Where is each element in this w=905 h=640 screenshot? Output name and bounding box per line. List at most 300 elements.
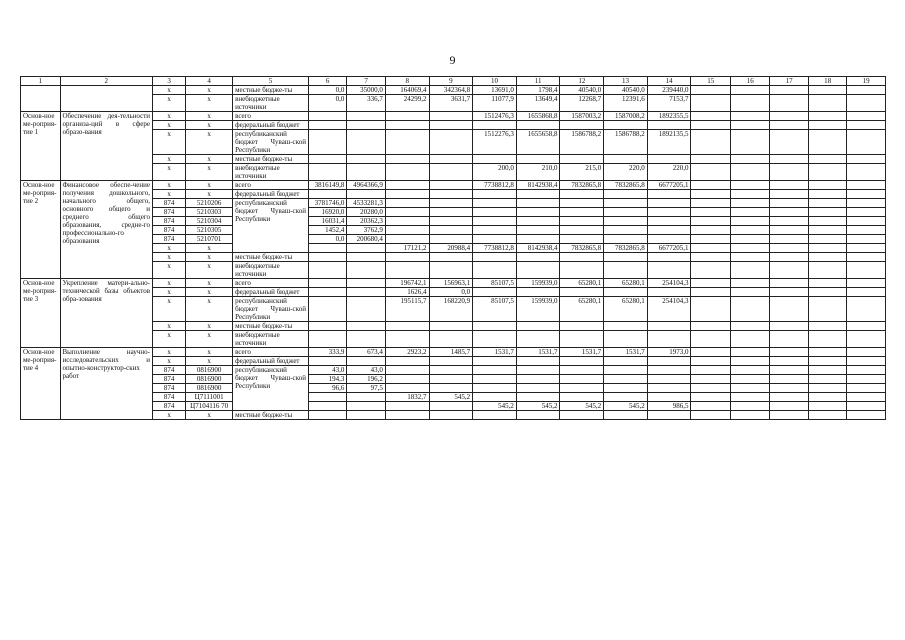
amount-cell: 1586788,2 bbox=[560, 130, 604, 155]
funding-source: внебюджетные источники bbox=[233, 164, 309, 181]
amount-cell bbox=[347, 155, 385, 164]
amount-cell: 1531,7 bbox=[560, 348, 604, 357]
empty-cell bbox=[730, 253, 770, 262]
amount-cell bbox=[604, 208, 648, 217]
amount-cell: 1626,4 bbox=[385, 288, 429, 297]
amount-cell bbox=[516, 155, 560, 164]
budget-code: Ц7111001 bbox=[186, 393, 233, 402]
amount-cell bbox=[347, 190, 385, 199]
amount-cell bbox=[647, 199, 691, 208]
amount-cell: 210,0 bbox=[516, 164, 560, 181]
empty-cell bbox=[770, 288, 808, 297]
amount-cell: 1587008,2 bbox=[604, 112, 648, 121]
amount-cell bbox=[308, 130, 346, 155]
empty-cell bbox=[808, 357, 846, 366]
empty-cell bbox=[770, 130, 808, 155]
amount-cell: 1531,7 bbox=[604, 348, 648, 357]
table-row bbox=[21, 112, 886, 121]
amount-cell bbox=[647, 208, 691, 217]
empty-cell bbox=[808, 402, 846, 411]
amount-cell: 17121,2 bbox=[385, 244, 429, 253]
amount-cell: 159939,0 bbox=[516, 297, 560, 322]
empty-cell bbox=[730, 181, 770, 190]
amount-cell: 7738812,8 bbox=[473, 181, 517, 190]
empty-cell bbox=[691, 95, 731, 112]
amount-cell: 4964366,9 bbox=[347, 181, 385, 190]
measure-description: Обеспечение дея-тельности организа-ций в сфере образо-вания bbox=[60, 112, 153, 181]
amount-cell bbox=[604, 331, 648, 348]
empty-cell bbox=[847, 86, 886, 95]
empty-cell bbox=[847, 155, 886, 164]
empty-cell bbox=[847, 253, 886, 262]
amount-cell bbox=[473, 208, 517, 217]
amount-cell bbox=[347, 121, 385, 130]
empty-cell bbox=[691, 288, 731, 297]
amount-cell: 11077,9 bbox=[473, 95, 517, 112]
column-number: 1 bbox=[21, 77, 61, 86]
budget-code: x bbox=[186, 411, 233, 420]
ministry-code: x bbox=[153, 181, 186, 190]
ministry-code: x bbox=[153, 348, 186, 357]
amount-cell: 3781746,0 bbox=[308, 199, 346, 208]
amount-cell bbox=[347, 262, 385, 279]
ministry-code: x bbox=[153, 357, 186, 366]
budget-code: x bbox=[186, 164, 233, 181]
amount-cell bbox=[560, 217, 604, 226]
amount-cell bbox=[308, 121, 346, 130]
amount-cell bbox=[429, 375, 473, 384]
amount-cell bbox=[560, 393, 604, 402]
empty-cell bbox=[808, 393, 846, 402]
empty-cell bbox=[730, 402, 770, 411]
budget-code: x bbox=[186, 357, 233, 366]
funding-source: местные бюдже-ты bbox=[233, 322, 309, 331]
empty-cell bbox=[691, 366, 731, 375]
amount-cell: 164069,4 bbox=[385, 86, 429, 95]
ministry-code: 874 bbox=[153, 366, 186, 375]
budget-code: x bbox=[186, 181, 233, 190]
amount-cell bbox=[473, 199, 517, 208]
budget-code: x bbox=[186, 112, 233, 121]
empty-cell bbox=[691, 411, 731, 420]
amount-cell bbox=[516, 375, 560, 384]
amount-cell bbox=[385, 155, 429, 164]
amount-cell bbox=[516, 190, 560, 199]
empty-cell bbox=[808, 130, 846, 155]
empty-cell bbox=[730, 208, 770, 217]
empty-cell bbox=[691, 217, 731, 226]
amount-cell: 1512276,3 bbox=[473, 130, 517, 155]
empty-cell bbox=[847, 112, 886, 121]
amount-cell bbox=[560, 226, 604, 235]
empty-cell bbox=[770, 375, 808, 384]
amount-cell bbox=[347, 322, 385, 331]
amount-cell bbox=[560, 411, 604, 420]
empty-cell bbox=[730, 411, 770, 420]
empty-cell bbox=[770, 181, 808, 190]
header-row bbox=[21, 77, 886, 86]
amount-cell: 7738812,8 bbox=[473, 244, 517, 253]
amount-cell bbox=[473, 375, 517, 384]
empty-cell bbox=[770, 411, 808, 420]
ministry-code: x bbox=[153, 244, 186, 253]
amount-cell: 545,2 bbox=[429, 393, 473, 402]
amount-cell: 342364,8 bbox=[429, 86, 473, 95]
column-number: 12 bbox=[560, 77, 604, 86]
amount-cell bbox=[516, 199, 560, 208]
empty-cell bbox=[770, 217, 808, 226]
empty-cell bbox=[847, 375, 886, 384]
empty-cell bbox=[691, 279, 731, 288]
amount-cell bbox=[385, 164, 429, 181]
funding-source: республиканский бюджет Чуваш-ской Республики bbox=[233, 199, 309, 253]
budget-code: x bbox=[186, 253, 233, 262]
empty-cell bbox=[847, 199, 886, 208]
empty-cell bbox=[808, 226, 846, 235]
budget-table bbox=[20, 76, 886, 420]
funding-source: всего bbox=[233, 279, 309, 288]
amount-cell bbox=[516, 208, 560, 217]
amount-cell bbox=[429, 208, 473, 217]
amount-cell bbox=[560, 199, 604, 208]
amount-cell: 200,0 bbox=[473, 164, 517, 181]
empty-cell bbox=[691, 130, 731, 155]
amount-cell bbox=[647, 235, 691, 244]
table-row bbox=[21, 181, 886, 190]
empty-cell bbox=[730, 164, 770, 181]
amount-cell: 0,0 bbox=[308, 235, 346, 244]
amount-cell: 0,0 bbox=[308, 86, 346, 95]
empty-cell bbox=[847, 288, 886, 297]
empty-cell bbox=[847, 331, 886, 348]
amount-cell bbox=[385, 384, 429, 393]
amount-cell: 215,0 bbox=[560, 164, 604, 181]
amount-cell bbox=[473, 155, 517, 164]
amount-cell bbox=[473, 226, 517, 235]
column-number: 7 bbox=[347, 77, 385, 86]
empty-cell bbox=[847, 393, 886, 402]
funding-source: местные бюдже-ты bbox=[233, 411, 309, 420]
amount-cell: 545,2 bbox=[560, 402, 604, 411]
empty-cell bbox=[770, 112, 808, 121]
empty-cell bbox=[770, 164, 808, 181]
empty-cell bbox=[808, 155, 846, 164]
empty-cell bbox=[691, 348, 731, 357]
amount-cell bbox=[473, 121, 517, 130]
amount-cell bbox=[560, 288, 604, 297]
empty-cell bbox=[808, 244, 846, 253]
empty-cell bbox=[730, 226, 770, 235]
amount-cell bbox=[604, 366, 648, 375]
amount-cell bbox=[308, 155, 346, 164]
empty-cell bbox=[691, 164, 731, 181]
amount-cell bbox=[429, 164, 473, 181]
amount-cell: 1452,4 bbox=[308, 226, 346, 235]
table-row bbox=[21, 86, 886, 95]
amount-cell bbox=[560, 190, 604, 199]
budget-code: x bbox=[186, 155, 233, 164]
empty-cell bbox=[730, 366, 770, 375]
funding-source: всего bbox=[233, 348, 309, 357]
amount-cell bbox=[604, 262, 648, 279]
empty-cell bbox=[730, 384, 770, 393]
amount-cell bbox=[385, 208, 429, 217]
amount-cell bbox=[385, 262, 429, 279]
budget-code: x bbox=[186, 288, 233, 297]
empty-cell bbox=[808, 375, 846, 384]
amount-cell bbox=[308, 393, 346, 402]
amount-cell: 254104,3 bbox=[647, 279, 691, 288]
amount-cell: 8142938,4 bbox=[516, 181, 560, 190]
amount-cell bbox=[429, 366, 473, 375]
funding-source: внебюджетные источники bbox=[233, 331, 309, 348]
ministry-code: x bbox=[153, 164, 186, 181]
amount-cell: 65280,1 bbox=[604, 279, 648, 288]
amount-cell: 1586788,2 bbox=[604, 130, 648, 155]
amount-cell: 20280,0 bbox=[347, 208, 385, 217]
amount-cell bbox=[516, 217, 560, 226]
amount-cell bbox=[473, 411, 517, 420]
amount-cell bbox=[647, 384, 691, 393]
amount-cell bbox=[560, 366, 604, 375]
amount-cell: 194,3 bbox=[308, 375, 346, 384]
empty-cell bbox=[808, 112, 846, 121]
empty-cell bbox=[770, 199, 808, 208]
empty-cell bbox=[770, 208, 808, 217]
empty-cell bbox=[730, 112, 770, 121]
amount-cell bbox=[516, 357, 560, 366]
amount-cell: 1485,7 bbox=[429, 348, 473, 357]
empty-cell bbox=[691, 322, 731, 331]
amount-cell: 6677205,1 bbox=[647, 181, 691, 190]
empty-cell bbox=[691, 181, 731, 190]
empty-cell bbox=[808, 297, 846, 322]
amount-cell: 24299,2 bbox=[385, 95, 429, 112]
empty-cell bbox=[691, 244, 731, 253]
budget-code: 5210304 bbox=[186, 217, 233, 226]
empty-cell bbox=[808, 348, 846, 357]
amount-cell bbox=[347, 411, 385, 420]
ministry-code: x bbox=[153, 288, 186, 297]
amount-cell bbox=[429, 384, 473, 393]
amount-cell bbox=[473, 384, 517, 393]
amount-cell bbox=[347, 297, 385, 322]
measure-name: Основ-ное ме-роприя-тие 4 bbox=[21, 348, 61, 420]
amount-cell bbox=[473, 235, 517, 244]
column-number: 18 bbox=[808, 77, 846, 86]
amount-cell bbox=[385, 322, 429, 331]
amount-cell bbox=[560, 208, 604, 217]
amount-cell bbox=[385, 375, 429, 384]
funding-source: внебюджетные источники bbox=[233, 262, 309, 279]
column-number: 4 bbox=[186, 77, 233, 86]
empty-cell bbox=[691, 297, 731, 322]
amount-cell bbox=[347, 402, 385, 411]
ministry-code: 874 bbox=[153, 217, 186, 226]
amount-cell: 16031,4 bbox=[308, 217, 346, 226]
amount-cell bbox=[429, 181, 473, 190]
amount-cell bbox=[604, 235, 648, 244]
budget-code: Ц7104116 70 bbox=[186, 402, 233, 411]
amount-cell bbox=[560, 121, 604, 130]
amount-cell bbox=[385, 226, 429, 235]
amount-cell bbox=[560, 262, 604, 279]
amount-cell bbox=[560, 235, 604, 244]
amount-cell: 159939,0 bbox=[516, 279, 560, 288]
ministry-code: x bbox=[153, 331, 186, 348]
amount-cell: 65280,1 bbox=[560, 279, 604, 288]
budget-code: x bbox=[186, 297, 233, 322]
amount-cell bbox=[385, 357, 429, 366]
amount-cell bbox=[429, 112, 473, 121]
empty-cell bbox=[847, 348, 886, 357]
column-number: 9 bbox=[429, 77, 473, 86]
amount-cell bbox=[347, 253, 385, 262]
amount-cell bbox=[604, 253, 648, 262]
amount-cell bbox=[385, 112, 429, 121]
amount-cell bbox=[516, 235, 560, 244]
funding-source: республиканский бюджет Чуваш-ской Республики bbox=[233, 366, 309, 411]
amount-cell bbox=[308, 253, 346, 262]
amount-cell bbox=[308, 322, 346, 331]
empty-cell bbox=[808, 262, 846, 279]
amount-cell: 1973,0 bbox=[647, 348, 691, 357]
amount-cell bbox=[429, 217, 473, 226]
amount-cell: 333,9 bbox=[308, 348, 346, 357]
amount-cell bbox=[560, 375, 604, 384]
empty-cell bbox=[808, 279, 846, 288]
amount-cell bbox=[429, 331, 473, 348]
funding-source: всего bbox=[233, 112, 309, 121]
empty-cell bbox=[730, 357, 770, 366]
amount-cell: 7832865,8 bbox=[560, 181, 604, 190]
amount-cell bbox=[473, 322, 517, 331]
measure-name: Основ-ное ме-роприя-тие 1 bbox=[21, 112, 61, 181]
empty-cell bbox=[770, 95, 808, 112]
empty-cell bbox=[691, 86, 731, 95]
budget-code: x bbox=[186, 279, 233, 288]
budget-code: 5210701 bbox=[186, 235, 233, 244]
empty-cell bbox=[691, 121, 731, 130]
empty-cell bbox=[808, 164, 846, 181]
ministry-code: 874 bbox=[153, 235, 186, 244]
amount-cell bbox=[647, 357, 691, 366]
measure-name bbox=[21, 86, 61, 112]
amount-cell: 7153,7 bbox=[647, 95, 691, 112]
empty-cell bbox=[808, 322, 846, 331]
amount-cell bbox=[429, 155, 473, 164]
empty-cell bbox=[847, 357, 886, 366]
amount-cell bbox=[516, 384, 560, 393]
amount-cell bbox=[429, 357, 473, 366]
empty-cell bbox=[770, 155, 808, 164]
column-number: 3 bbox=[153, 77, 186, 86]
budget-code: x bbox=[186, 130, 233, 155]
amount-cell bbox=[647, 375, 691, 384]
empty-cell bbox=[808, 384, 846, 393]
amount-cell bbox=[560, 322, 604, 331]
amount-cell: 336,7 bbox=[347, 95, 385, 112]
amount-cell bbox=[473, 190, 517, 199]
amount-cell: 673,4 bbox=[347, 348, 385, 357]
amount-cell bbox=[516, 393, 560, 402]
funding-source: местные бюдже-ты bbox=[233, 155, 309, 164]
column-number: 15 bbox=[691, 77, 731, 86]
empty-cell bbox=[847, 244, 886, 253]
amount-cell: 0,0 bbox=[429, 288, 473, 297]
funding-source: всего bbox=[233, 181, 309, 190]
amount-cell: 12268,7 bbox=[560, 95, 604, 112]
amount-cell: 254104,3 bbox=[647, 297, 691, 322]
amount-cell bbox=[308, 244, 346, 253]
empty-cell bbox=[770, 279, 808, 288]
amount-cell: 196,2 bbox=[347, 375, 385, 384]
empty-cell bbox=[847, 279, 886, 288]
empty-cell bbox=[808, 331, 846, 348]
amount-cell bbox=[604, 384, 648, 393]
amount-cell bbox=[604, 190, 648, 199]
amount-cell: 97,5 bbox=[347, 384, 385, 393]
empty-cell bbox=[847, 402, 886, 411]
amount-cell bbox=[604, 375, 648, 384]
amount-cell: 7832865,8 bbox=[560, 244, 604, 253]
ministry-code: x bbox=[153, 86, 186, 95]
amount-cell: 3762,9 bbox=[347, 226, 385, 235]
column-number: 11 bbox=[516, 77, 560, 86]
amount-cell bbox=[308, 357, 346, 366]
amount-cell bbox=[385, 181, 429, 190]
measure-description bbox=[60, 86, 153, 112]
amount-cell bbox=[308, 402, 346, 411]
amount-cell bbox=[429, 190, 473, 199]
empty-cell bbox=[847, 121, 886, 130]
amount-cell: 200680,4 bbox=[347, 235, 385, 244]
ministry-code: 874 bbox=[153, 199, 186, 208]
empty-cell bbox=[770, 357, 808, 366]
empty-cell bbox=[691, 384, 731, 393]
budget-code: 0816900 bbox=[186, 375, 233, 384]
amount-cell bbox=[473, 393, 517, 402]
empty-cell bbox=[691, 375, 731, 384]
amount-cell bbox=[647, 322, 691, 331]
empty-cell bbox=[770, 190, 808, 199]
amount-cell: 3631,7 bbox=[429, 95, 473, 112]
budget-code: x bbox=[186, 348, 233, 357]
amount-cell bbox=[429, 226, 473, 235]
amount-cell: 1798,4 bbox=[516, 86, 560, 95]
amount-cell bbox=[604, 288, 648, 297]
funding-source: местные бюдже-ты bbox=[233, 86, 309, 95]
budget-code: 5210303 bbox=[186, 208, 233, 217]
amount-cell: 1587003,2 bbox=[560, 112, 604, 121]
amount-cell: 43,0 bbox=[308, 366, 346, 375]
ministry-code: x bbox=[153, 155, 186, 164]
amount-cell bbox=[604, 217, 648, 226]
amount-cell bbox=[604, 357, 648, 366]
amount-cell: 65280,1 bbox=[604, 297, 648, 322]
amount-cell bbox=[429, 262, 473, 279]
funding-source: федеральный бюджет bbox=[233, 288, 309, 297]
empty-cell bbox=[808, 217, 846, 226]
ministry-code: 874 bbox=[153, 208, 186, 217]
amount-cell: 85107,5 bbox=[473, 297, 517, 322]
amount-cell bbox=[429, 130, 473, 155]
column-number: 2 bbox=[60, 77, 153, 86]
amount-cell: 7832865,8 bbox=[604, 244, 648, 253]
amount-cell: 35000,0 bbox=[347, 86, 385, 95]
ministry-code: x bbox=[153, 121, 186, 130]
empty-cell bbox=[730, 95, 770, 112]
